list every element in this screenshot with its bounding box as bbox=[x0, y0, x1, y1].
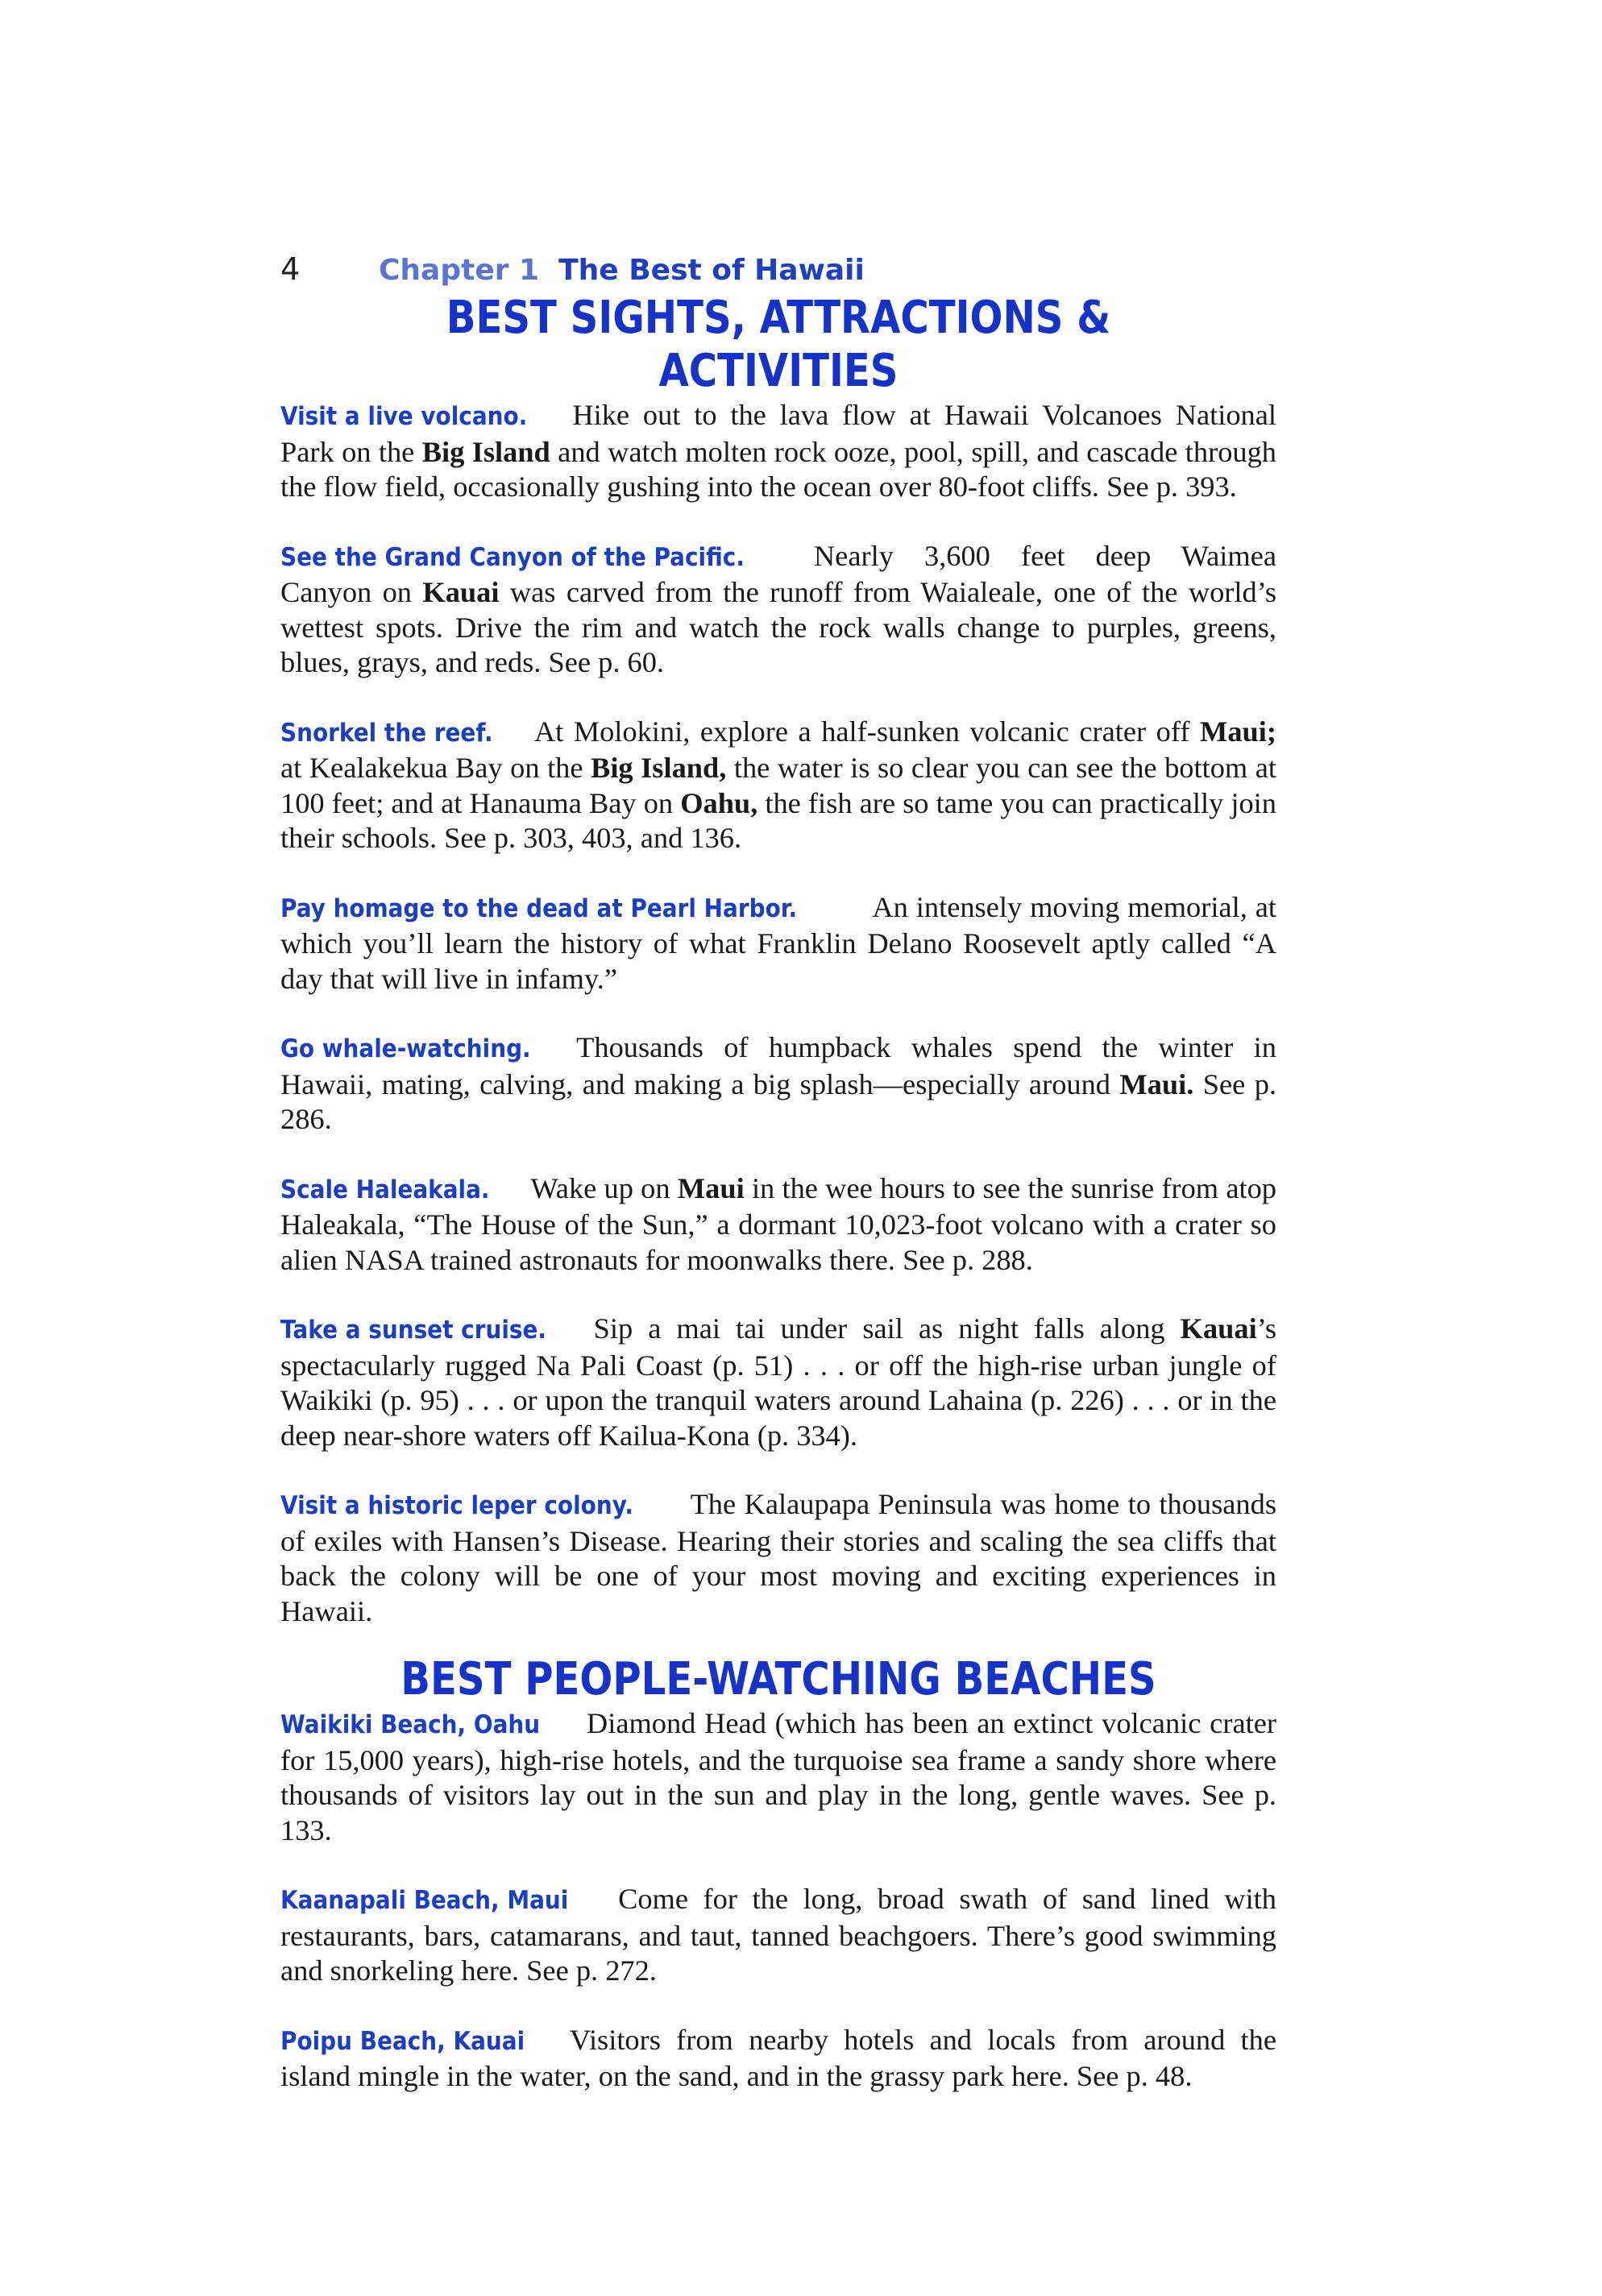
entry-text: the water is so clear you can see the bottom at 100 feet; and at Hanauma Bay on bbox=[280, 752, 1276, 819]
bold-place-name: Maui bbox=[677, 1171, 745, 1204]
entry-paragraph bbox=[280, 1171, 1276, 1279]
entry-text: An intensely moving memorial, at which you’ll learn the history of what Franklin Delano Roosevelt aptly called “A day that will live in infamy.” bbox=[280, 890, 1276, 995]
bold-place-name: Kauai bbox=[422, 576, 500, 608]
bold-place-name: Maui; bbox=[1199, 715, 1276, 748]
entry-paragraph bbox=[280, 715, 1276, 856]
entry-text: Nearly 3,600 feet deep Waimea Canyon on bbox=[280, 539, 1276, 608]
entry-text: Diamond Head (which has been an extinct volcanic crater for 15,000 years), high-rise hotels, and the turquoise sea frame a sandy shore where thousands of visitors lay out in the sun and play in the long, gentle waves. See p. 133. bbox=[280, 1707, 1276, 1846]
entry-paragraph bbox=[280, 539, 1276, 681]
entry-paragraph bbox=[280, 1706, 1276, 1848]
running-head bbox=[280, 251, 1276, 292]
entry-paragraph bbox=[280, 890, 1276, 997]
section-heading: BEST PEOPLE-WATCHING BEACHES bbox=[400, 1653, 1156, 1705]
bold-place-name: Kauai bbox=[1180, 1312, 1257, 1345]
entry-text: at Kealakekua Bay on the bbox=[280, 752, 591, 784]
entry-text: Come for the long, broad swath of sand lined with restaurants, bars, catamarans, and taut, tanned beachgoers. There’s good swimming and snorkeling here. See p. 272. bbox=[280, 1883, 1276, 1987]
entry-text: Wake up on bbox=[530, 1171, 678, 1204]
entry-text: Sip a mai tai under sail as night falls along bbox=[593, 1312, 1181, 1345]
entry-paragraph bbox=[280, 1487, 1276, 1629]
bold-place-name: Big Island, bbox=[591, 752, 727, 784]
chapter-title: The Best of Hawaii bbox=[558, 254, 865, 287]
entry-paragraph bbox=[280, 2023, 1276, 2095]
entry-text: The Kalaupapa Peninsula was home to thousands of exiles with Hansen’s Disease. Hearing their stories and scaling the sea cliffs that back the colony will be one of your most moving and exciting experiences in Hawaii. bbox=[280, 1488, 1276, 1627]
entry-text: and watch molten rock ooze, pool, spill, and cascade through the flow field, occasionally gushing into the ocean over 80-foot cliffs. See p. 393. bbox=[280, 435, 1276, 503]
entry-text: Thousands of humpback whales spend the winter in Hawaii, mating, calving, and making a big splash—especially around bbox=[280, 1031, 1276, 1100]
entry-lead: See the Grand Canyon of the Pacific. bbox=[280, 542, 745, 572]
entry-text: was carved from the runoff from Waialeale, one of the world’s wettest spots. Drive the rim and watch the rock walls change to purples, greens, blues, grays, and reds. See p. 60. bbox=[280, 576, 1276, 678]
entry-paragraph bbox=[280, 1030, 1276, 1138]
entry-text: Hike out to the lava flow at Hawaii Volcanoes National Park on the bbox=[280, 399, 1276, 468]
entry-paragraph bbox=[280, 398, 1276, 505]
entry-lead: Visit a historic leper colony. bbox=[280, 1491, 633, 1520]
section-heading: BEST SIGHTS, ATTRACTIONS & ACTIVITIES bbox=[446, 292, 1111, 397]
entry-paragraph bbox=[280, 1882, 1276, 1989]
bold-place-name: Oahu, bbox=[680, 786, 758, 819]
entry-lead: Poipu Beach, Kauai bbox=[280, 2026, 525, 2056]
entry-lead: Scale Haleakala. bbox=[280, 1175, 490, 1204]
entry-text: Visitors from nearby hotels and locals from around the island mingle in the water, on the sand, and in the grassy park here. See p. 48. bbox=[280, 2023, 1276, 2092]
bold-place-name: Big Island bbox=[421, 435, 550, 468]
entry-lead: Visit a live volcano. bbox=[280, 402, 528, 431]
entry-lead: Take a sunset cruise. bbox=[280, 1316, 547, 1345]
entry-text: ’s spectacularly rugged Na Pali Coast (p. 51) . . . or off the high-rise urban jungle of Waikiki (p. 95) . . . or upon the tranquil waters around Lahaina (p. 226) . . . or in the deep near-shore waters off Kailua-Kona (p. 334). bbox=[280, 1312, 1276, 1452]
entry-text: At Molokini, explore a half-sunken volcanic crater off bbox=[533, 715, 1200, 748]
bold-place-name: Maui. bbox=[1119, 1067, 1194, 1100]
chapter-label: Chapter 1 bbox=[379, 254, 540, 287]
entry-text: See p. 286. bbox=[280, 1067, 1276, 1135]
entry-lead: Pay homage to the dead at Pearl Harbor. bbox=[280, 893, 798, 923]
content bbox=[280, 292, 1276, 2095]
entry-lead: Go whale-watching. bbox=[280, 1034, 531, 1063]
page-number: 4 bbox=[280, 251, 301, 287]
entry-paragraph bbox=[280, 1312, 1276, 1453]
entry-lead: Kaanapali Beach, Maui bbox=[280, 1886, 569, 1915]
page bbox=[280, 251, 1276, 2128]
entry-lead: Waikiki Beach, Oahu bbox=[280, 1710, 541, 1739]
entry-lead: Snorkel the reef. bbox=[280, 718, 493, 748]
entry-text: the fish are so tame you can practically join their schools. See p. 303, 403, and 136. bbox=[280, 786, 1276, 854]
entry-text: in the wee hours to see the sunrise from atop Haleakala, “The House of the Sun,” a dormant 10,023-foot volcano with a crater so alien NASA trained astronauts for moonwalks there. See p. 288. bbox=[280, 1171, 1277, 1276]
